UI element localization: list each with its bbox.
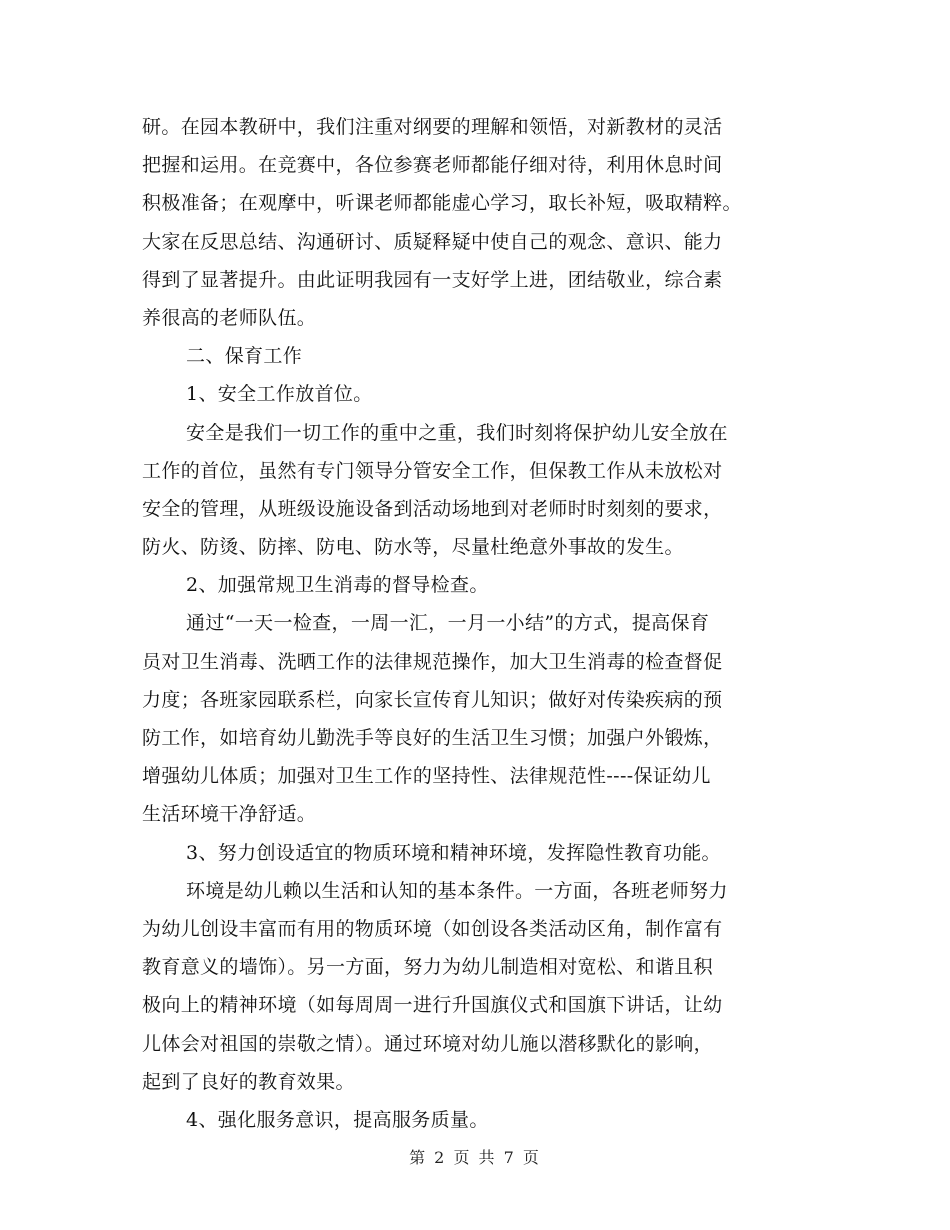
text-line: 大家在反思总结、沟通研讨、质疑释疑中使自己的观念、意识、能力: [142, 230, 723, 253]
text-line: 安全的管理，从班级设施设备到活动场地到对老师时时刻刻的要求，: [142, 497, 723, 520]
text-line: 儿体会对祖国的崇敬之情）。通过环境对幼儿施以潜移默化的影响，: [142, 1032, 714, 1055]
text-line: 积极准备；在观摩中，听课老师都能虚心学习，取长补短，吸取精粹。: [142, 192, 742, 215]
text-line: 工作的首位，虽然有专门领导分管安全工作，但保教工作从未放松对: [142, 459, 723, 482]
text-line: 起到了良好的教育效果。: [142, 1070, 355, 1093]
text-line: 得到了显著提升。由此证明我园有一支好学上进，团结敬业，综合素: [142, 268, 723, 291]
text-line: 生活环境干净舒适。: [142, 803, 317, 826]
text-line: 二、保育工作: [186, 345, 303, 368]
text-line: 养很高的老师队伍。: [142, 306, 317, 329]
text-line: 增强幼儿体质；加强对卫生工作的坚持性、法律规范性----保证幼儿: [142, 765, 711, 788]
text-line: 安全是我们一切工作的重中之重，我们时刻将保护幼儿安全放在: [186, 421, 728, 444]
text-line: 3、努力创设适宜的物质环境和精神环境，发挥隐性教育功能。: [186, 841, 721, 864]
text-line: 员对卫生消毒、洗晒工作的法律规范操作，加大卫生消毒的检查督促: [142, 650, 723, 673]
text-line: 环境是幼儿赖以生活和认知的基本条件。一方面，各班老师努力: [186, 879, 728, 902]
document-body: [142, 108, 822, 1139]
text-line: 教育意义的墙饰）。另一方面，努力为幼儿制造相对宽松、和谐且积: [142, 956, 714, 979]
text-line: 力度；各班家园联系栏，向家长宣传育儿知识；做好对传染疾病的预: [142, 688, 723, 711]
page-footer: 第 2 页 共 7 页: [409, 1148, 541, 1167]
text-line: 防工作，如培育幼儿勤洗手等良好的生活卫生习惯；加强户外锻炼，: [142, 727, 723, 749]
text-line: 2、加强常规卫生消毒的督导检查。: [186, 574, 489, 597]
text-line: 极向上的精神环境（如每周周一进行升国旗仪式和国旗下讲话，让幼: [142, 994, 723, 1017]
text-line: 研。在园本教研中，我们注重对纲要的理解和领悟，对新教材的灵活: [142, 116, 723, 138]
text-line: 1、安全工作放首位。: [186, 383, 373, 406]
text-line: 为幼儿创设丰富而有用的物质环境（如创设各类活动区角，制作富有: [142, 917, 723, 940]
text-line: 把握和运用。在竞赛中，各位参赛老师都能仔细对待，利用休息时间: [142, 154, 723, 177]
text-line: 防火、防烫、防摔、防电、防水等，尽量杜绝意外事故的发生。: [142, 536, 684, 559]
text-line: 4、强化服务意识，提高服务质量。: [186, 1108, 489, 1131]
text-line: 通过“一天一检查，一周一汇，一月一小结”的方式，提高保育: [186, 612, 710, 635]
